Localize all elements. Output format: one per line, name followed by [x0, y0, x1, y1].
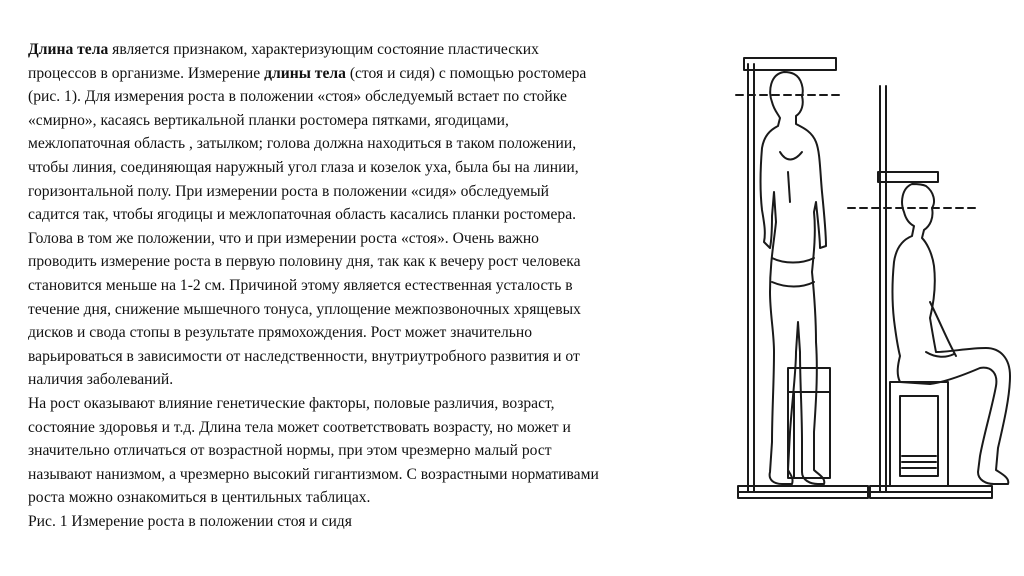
- text-line: [28, 156, 740, 180]
- text-line: [28, 298, 740, 322]
- text-run: называют нанизмом, а чрезмерно высокий гигантизмом. С возрастными нормативами: [28, 465, 599, 483]
- text-run: межлопаточная область , затылком; голова должна находиться в таком положении,: [28, 135, 577, 153]
- stadiometer-illustration: [730, 52, 1020, 512]
- text-run: состояние здоровья и т.д. Длина тела может соответствовать возрасту, но может и: [28, 418, 571, 436]
- text-line: [28, 368, 740, 392]
- text-line: [28, 274, 740, 298]
- text-run: На рост оказывают влияние генетические факторы, половые различия, возраст,: [28, 394, 555, 412]
- text-line: [28, 132, 740, 156]
- paragraphs: [28, 38, 740, 510]
- text-run: (стоя и сидя) с помощью ростомера: [345, 64, 587, 82]
- text-line: [28, 345, 740, 369]
- text-run: дисков и свода стопы в результате прямохождения. Рост может значительно: [28, 324, 533, 342]
- text-line: [28, 62, 740, 86]
- bold-term: Длина тела: [28, 41, 109, 58]
- text-run: Голова в том же положении, что и при измерении роста «стоя». Очень важно: [28, 229, 539, 247]
- paragraph: [28, 38, 740, 392]
- text-line: [28, 203, 740, 227]
- text-run: роста можно ознакомиться в центильных таблицах.: [28, 489, 371, 507]
- text-line: [28, 250, 740, 274]
- text-line: [28, 439, 740, 463]
- text-run: (рис. 1). Для измерения роста в положении «стоя» обследуемый встает по стойке: [28, 88, 567, 106]
- text-line: [28, 416, 740, 440]
- text-line: [28, 38, 740, 62]
- text-run: является признаком, характеризующим состояние пластических: [108, 41, 539, 58]
- text-line: [28, 227, 740, 251]
- text-run: горизонтальной полу. При измерении роста в положении «сидя» обследуемый: [28, 182, 549, 200]
- text-line: [28, 392, 740, 416]
- document-body: [28, 38, 740, 533]
- sitting-stadiometer: [848, 86, 1010, 498]
- figure-caption: Рис. 1 Измерение роста в положении стоя и сидя: [28, 512, 352, 530]
- text-line: [28, 85, 740, 109]
- text-line: [28, 463, 740, 487]
- text-run: процессов в организме. Измерение: [28, 64, 265, 82]
- paragraph: [28, 392, 740, 510]
- bold-term: длины тела: [264, 64, 346, 82]
- text-run: течение дня, снижение мышечного тонуса, уплощение межпозвоночных хрящевых: [28, 300, 581, 318]
- standing-stadiometer: [736, 58, 868, 498]
- text-line: [28, 486, 740, 510]
- text-run: «смирно», касаясь вертикальной планки ростомера пятками, ягодицами,: [28, 111, 509, 129]
- text-run: садится так, чтобы ягодицы и межлопаточная область касались планки ростомера.: [28, 206, 577, 224]
- text-run: значительно отличаться от возрастной нормы, при этом чрезмерно малый рост: [28, 442, 552, 460]
- text-run: проводить измерение роста в первую половину дня, так как к вечеру рост человека: [28, 253, 581, 271]
- text-run: становится меньше на 1-2 см. Причиной этому является естественная усталость в: [28, 276, 573, 294]
- text-run: чтобы линия, соединяющая наружный угол глаза и козелок уха, была бы на линии,: [28, 158, 579, 176]
- text-line: [28, 109, 740, 133]
- text-run: наличия заболеваний.: [28, 371, 174, 389]
- text-line: [28, 180, 740, 204]
- text-line: [28, 321, 740, 345]
- text-run: варьироваться в зависимости от наследственности, внутриутробного развития и от: [28, 347, 580, 365]
